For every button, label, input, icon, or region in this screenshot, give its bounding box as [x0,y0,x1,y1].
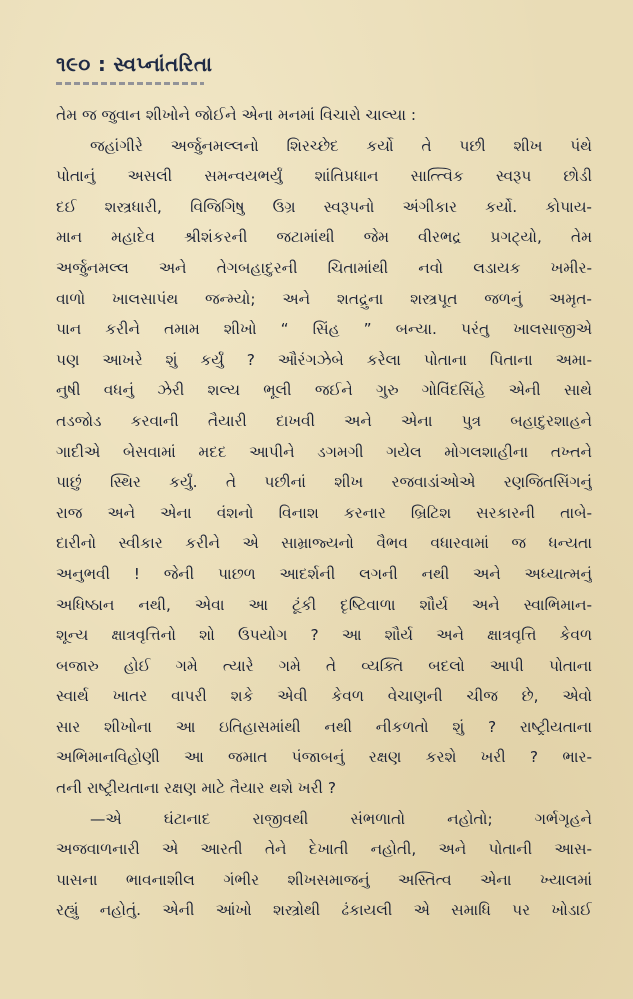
text-line: તની રાષ્ટ્રીયતાના રક્ષણ માટે તૈયાર થશે ખરી ? [56,779,336,798]
text-line: ગાદીએ બેસવામાં મદદ આપીને ડગમગી ગયેલ મોગલશાહીના તખ્તને [56,442,592,461]
text-line: દારીનો સ્વીકાર કરીને એ સામ્રાજ્યનો વૈભવ વધારવામાં જ ધન્યતા [56,534,592,553]
text-line: શૂન્ય ક્ષાત્રવૃત્તિનો શો ઉપયોગ ? આ શૌર્ય અને ક્ષાત્રવૃત્તિ કેવળ [56,626,592,645]
text-line: દઈ શસ્ત્રધારી, વિજિગિષુ ઉગ્ર સ્વરૂપનો અંગીકાર કર્યો. કોપાય- [56,197,592,216]
text-line: માન મહાદેવ શ્રીશંકરની જટામાંથી જેમ વીરભદ્ર પ્રગટ્યો, તેમ [56,228,592,247]
text-line: બજારુ હોઈ ગમે ત્યારે ગમે તે વ્યક્તિ બદલો આપી પોતાના [56,656,592,675]
text-line: અભિમાનવિહોણી આ જમાત પંજાબનું રક્ષણ કરશે ખરી ? ભાર- [56,748,592,767]
running-head-underline [56,82,204,85]
text-line: અજવાળનારી એ આરતી તેને દેખાતી નહોતી, અને પોતાની આસ- [56,840,592,859]
text-line: વાળો ખાલસાપંથ જન્મ્યો; અને શતદ્રુના શસ્ત્રપૂત જળનું અમૃત- [56,289,592,308]
text-line: પાછું સ્થિર કર્યું. તે પછીનાં શીખ રજવાડાંઓએ રણજિતસિંગનું [56,473,592,492]
text-line: રાજ અને એના વંશનો વિનાશ કરનાર બ્રિટિશ સરકારની તાબે- [56,503,592,522]
text-line: રહ્યું નહોતું. એની આંખો શસ્ત્રોથી ઢંકાયલી એ સમાધિ પર ખોડાઈ [56,901,592,920]
text-line: તેમ જ જુવાન શીખોને જોઈને એના મનમાં વિચારો ચાલ્યા : [56,106,417,124]
text-line: સાર શીખોના આ ઇતિહાસમાંથી નથી નીકળતો શું ? રાષ્ટ્રીયતાના [56,717,592,736]
page-body [56,100,592,926]
text-line: પણ આખરે શું કર્યું ? ઔરંગઝેબે કરેલા પોતાના પિતાના અમા- [56,350,592,369]
text-line: પોતાનું અસલી સમન્વયભર્યું શાંતિપ્રધાન સાત્ત્વિક સ્વરૂપ છોડી [56,167,592,186]
text-line: અર્જુનમલ્લ અને તેગબહાદુરની ચિતામાંથી નવો લડાયક ખમીર- [56,258,592,277]
text-line: —એ ઘંટાનાદ રાજીવથી સંભળાતો નહોતો; ગર્ભગૃહને [90,809,592,828]
text-line: જહાંગીરે અર્જુનમલ્લનો શિરચ્છેદ કર્યો તે પછી શીખ પંથે [90,136,592,155]
text-line: અધિષ્ઠાન નથી, એવા આ ટૂંકી દૃષ્ટિવાળા શૌર્ય અને સ્વાભિમાન- [56,595,592,614]
text-line: અનુભવી ! જેની પાછળ આદર્શની લગની નથી અને અધ્યાત્મનું [56,564,592,583]
text-line: પાન કરીને તમામ શીખો “ સિંહ ” બન્યા. પરંતુ ખાલસાજીએ [56,320,592,339]
text-line: નુષી વધનું ઝેરી શલ્ય ભૂલી જઈને ગુરુ ગોવિંદસિંહે એની સાથે [56,381,592,400]
text-line: પાસના ભાવનાશીલ ગંભીર શીખસમાજનું અસ્તિત્વ એના ખ્યાલમાં [56,870,592,889]
running-head: ૧૯૦ : સ્વપ્નાંતરિતા [56,52,213,76]
text-line: તડજોડ કરવાની તૈયારી દાખવી અને એના પુત્ર બહાદુરશાહને [56,411,592,430]
text-line: સ્વાર્થ ખાતર વાપરી શકે એવી કેવળ વેચાણની ચીજ છે, એવો [56,687,592,706]
